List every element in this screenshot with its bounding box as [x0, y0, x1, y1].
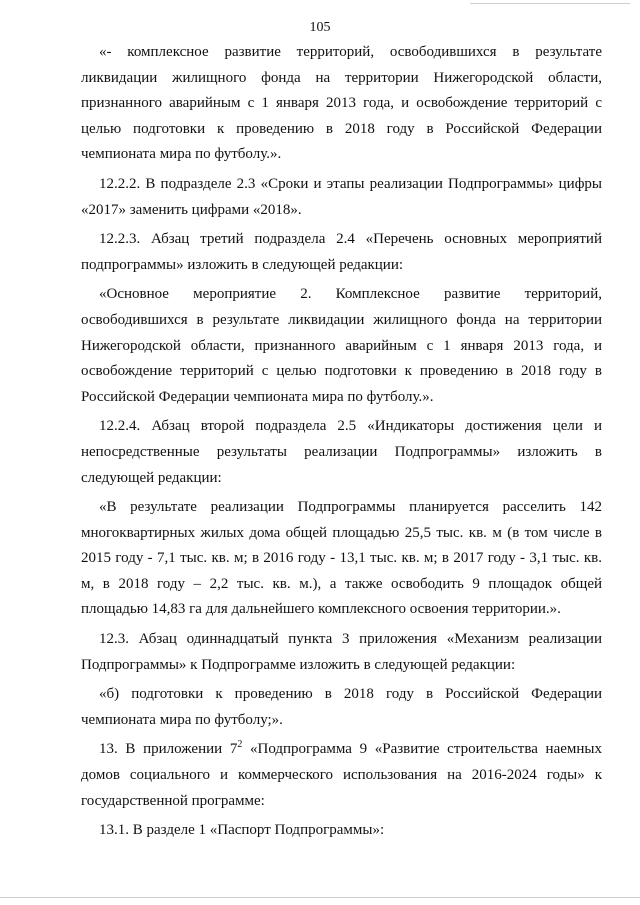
- document-body: [81, 40, 602, 848]
- paragraph-13: [81, 737, 602, 814]
- paragraph-12-2-4: 12.2.4. Абзац второй подраздела 2.5 «Индикаторы достижения цели и непосредственные результаты реализации Подпрограммы» изложить в следующей редакции:: [81, 418, 602, 486]
- paragraph-12-2-3: 12.2.3. Абзац третий подраздела 2.4 «Перечень основных мероприятий подпрограммы» изложить в следующей редакции:: [81, 231, 602, 273]
- scan-edge-bottom: [0, 897, 640, 898]
- paragraph-item-b-quote: «б) подготовки к проведению в 2018 году в Российской Федерации чемпионата мира по футболу;».: [81, 686, 602, 728]
- paragraph-resettlement-quote: «В результате реализации Подпрограммы планируется расселить 142 многоквартирных жилых дома общей площадью 25,5 тыс. кв. м (в том числе в 2015 году - 7,1 тыс. кв. м; в 2016 году - 13,1 тыс. кв. м; в 2017 году - 3,1 тыс. кв. м, в 2018 году – 2,2 тыс. кв. м.), а также освободить 9 площадок общей площадью 14,83 га для дальнейшего комплексного освоения территории.».: [81, 499, 602, 618]
- scan-edge-top: [470, 3, 630, 4]
- paragraph-quote-territories: «- комплексное развитие территорий, освободившихся в результате ликвидации жилищного фонда на территории Нижегородской области, признанного аварийным с 1 января 2013 года, и освобождение территорий с целью подготовки к проведению в 2018 году в Российской Федерации чемпионата мира по футболу.».: [81, 44, 602, 163]
- page-number: 105: [309, 20, 331, 35]
- paragraph-13-start: 13. В приложении 7: [99, 741, 238, 758]
- paragraph-12-2-2: 12.2.2. В подразделе 2.3 «Сроки и этапы реализации Подпрограммы» цифры «2017» заменить цифрами «2018».: [81, 175, 602, 218]
- paragraph-13-rest: «Подпрограмма 9 «Развитие строительства наемных домов социального и коммерческого использования на 2016-2024 годы» к государственной программе:: [81, 741, 603, 809]
- paragraph-13-superscript: 2: [237, 739, 243, 751]
- paragraph-13-1: 13.1. В разделе 1 «Паспорт Подпрограммы»:: [99, 822, 385, 839]
- paragraph-main-activity-quote: «Основное мероприятие 2. Комплексное развитие территорий, освободившихся в результате ликвидации жилищного фонда на территории Нижегородской области, признанного аварийным с 1 января 2013 года, и освобождение территорий с целью подготовки к проведению в 2018 году в Российской Федерации чемпионата мира по футболу.».: [81, 286, 602, 405]
- paragraph-12-3: 12.3. Абзац одиннадцатый пункта 3 приложения «Механизм реализации Подпрограммы» к Подпрограмме изложить в следующей редакции:: [81, 631, 602, 673]
